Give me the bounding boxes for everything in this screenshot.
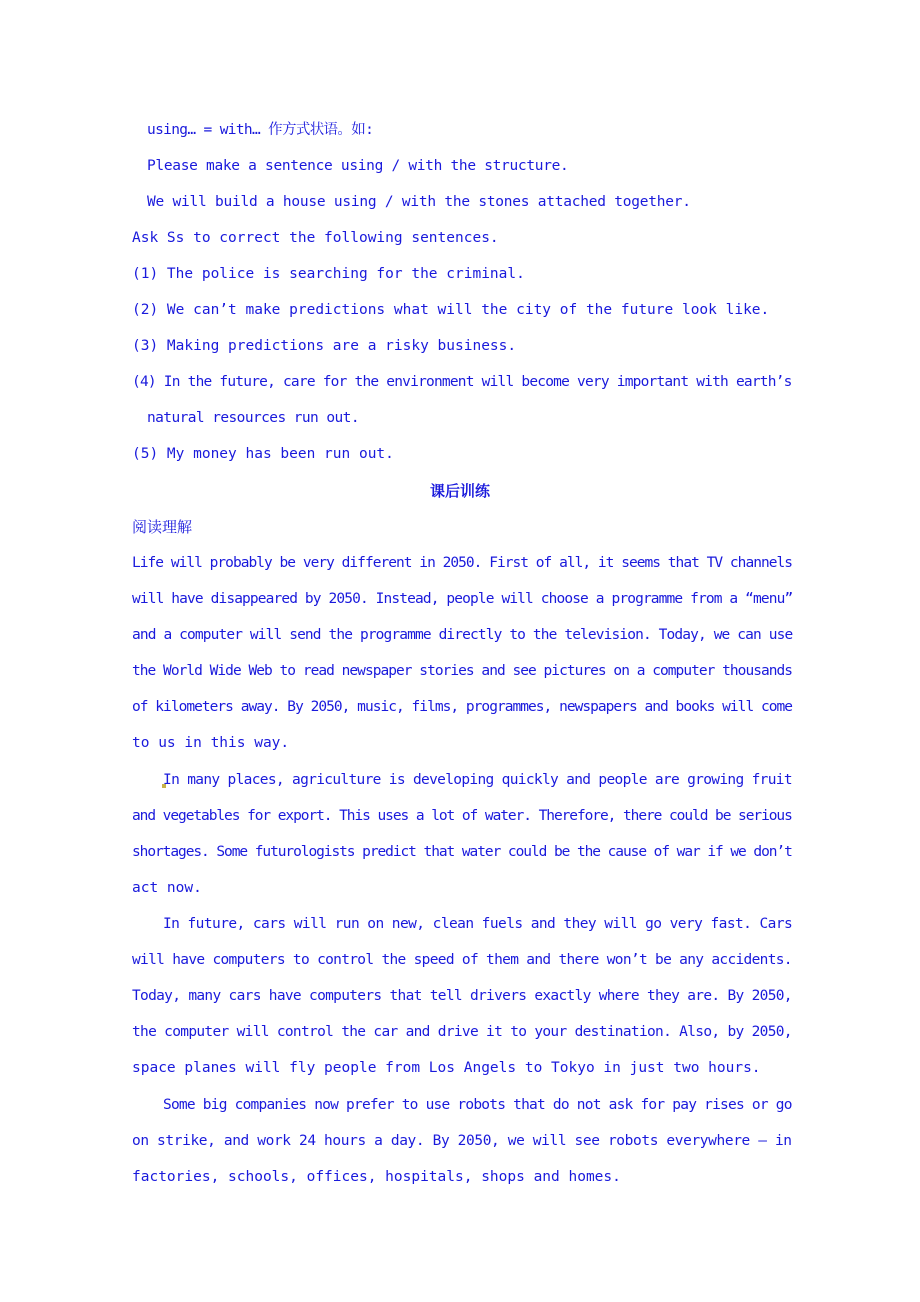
example-sentence-2: We will build a house using / with the stones attached together. (147, 194, 691, 210)
correction-item-3: (3) Making predictions are a risky business. (132, 338, 517, 354)
passage-line: to us in this way. (132, 735, 290, 751)
correction-item-1: (1) The police is searching for the criminal. (132, 266, 525, 282)
passage-line: Some big companies now prefer to use robots that do not ask for pay rises or go (163, 1097, 792, 1113)
note-using-with: using… = with… 作方式状语。如: (147, 122, 374, 138)
correction-item-4: (4) In the future, care for the environment will become very important with earth’s (132, 374, 792, 390)
passage-line: Today, many cars have computers that tell drivers exactly where they are. By 2050, (132, 988, 792, 1004)
passage-line: of kilometers away. By 2050, music, films, programmes, newspapers and books will come (132, 699, 793, 715)
passage-line: In future, cars will run on new, clean fuels and they will go very fast. Cars (163, 916, 793, 932)
correction-item-4-continued: natural resources run out. (147, 410, 359, 426)
passage-line: factories, schools, offices, hospitals, shops and homes. (132, 1169, 621, 1185)
passage-line: will have computers to control the speed of them and there won’t be any accidents. (132, 952, 792, 968)
passage-line: the World Wide Web to read newspaper stories and see pictures on a computer thousands (132, 663, 793, 679)
section-subtitle: 阅读理解 (132, 518, 193, 536)
passage-line: the computer will control the car and drive it to your destination. Also, by 2050, (132, 1024, 792, 1040)
passage-line: space planes will fly people from Los Angels to Tokyo in just two hours. (132, 1060, 761, 1076)
correction-item-2: (2) We can’t make predictions what will the city of the future look like. (132, 302, 770, 318)
passage-line: Life will probably be very different in 2050. First of all, it seems that TV channels (132, 555, 793, 571)
correction-item-5: (5) My money has been run out. (132, 446, 394, 462)
passage-line: on strike, and work 24 hours a day. By 2050, we will see robots everywhere — in (132, 1133, 792, 1149)
passage-line: and a computer will send the programme directly to the television. Today, we can use (132, 627, 793, 643)
passage-line: will have disappeared by 2050. Instead, people will choose a programme from a “menu” (132, 591, 793, 607)
passage-line: act now. (132, 880, 202, 896)
passage-line: In many places, agriculture is developing quickly and people are growing fruit (163, 772, 792, 788)
passage-line: and vegetables for export. This uses a lot of water. Therefore, there could be serious (132, 808, 792, 824)
section-title: 课后训练 (429, 482, 490, 500)
example-sentence-1: Please make a sentence using / with the structure. (147, 158, 569, 174)
correction-instruction: Ask Ss to correct the following sentences. (132, 230, 499, 246)
passage-line: shortages. Some futurologists predict that water could be the cause of war if we don’t (132, 844, 792, 860)
